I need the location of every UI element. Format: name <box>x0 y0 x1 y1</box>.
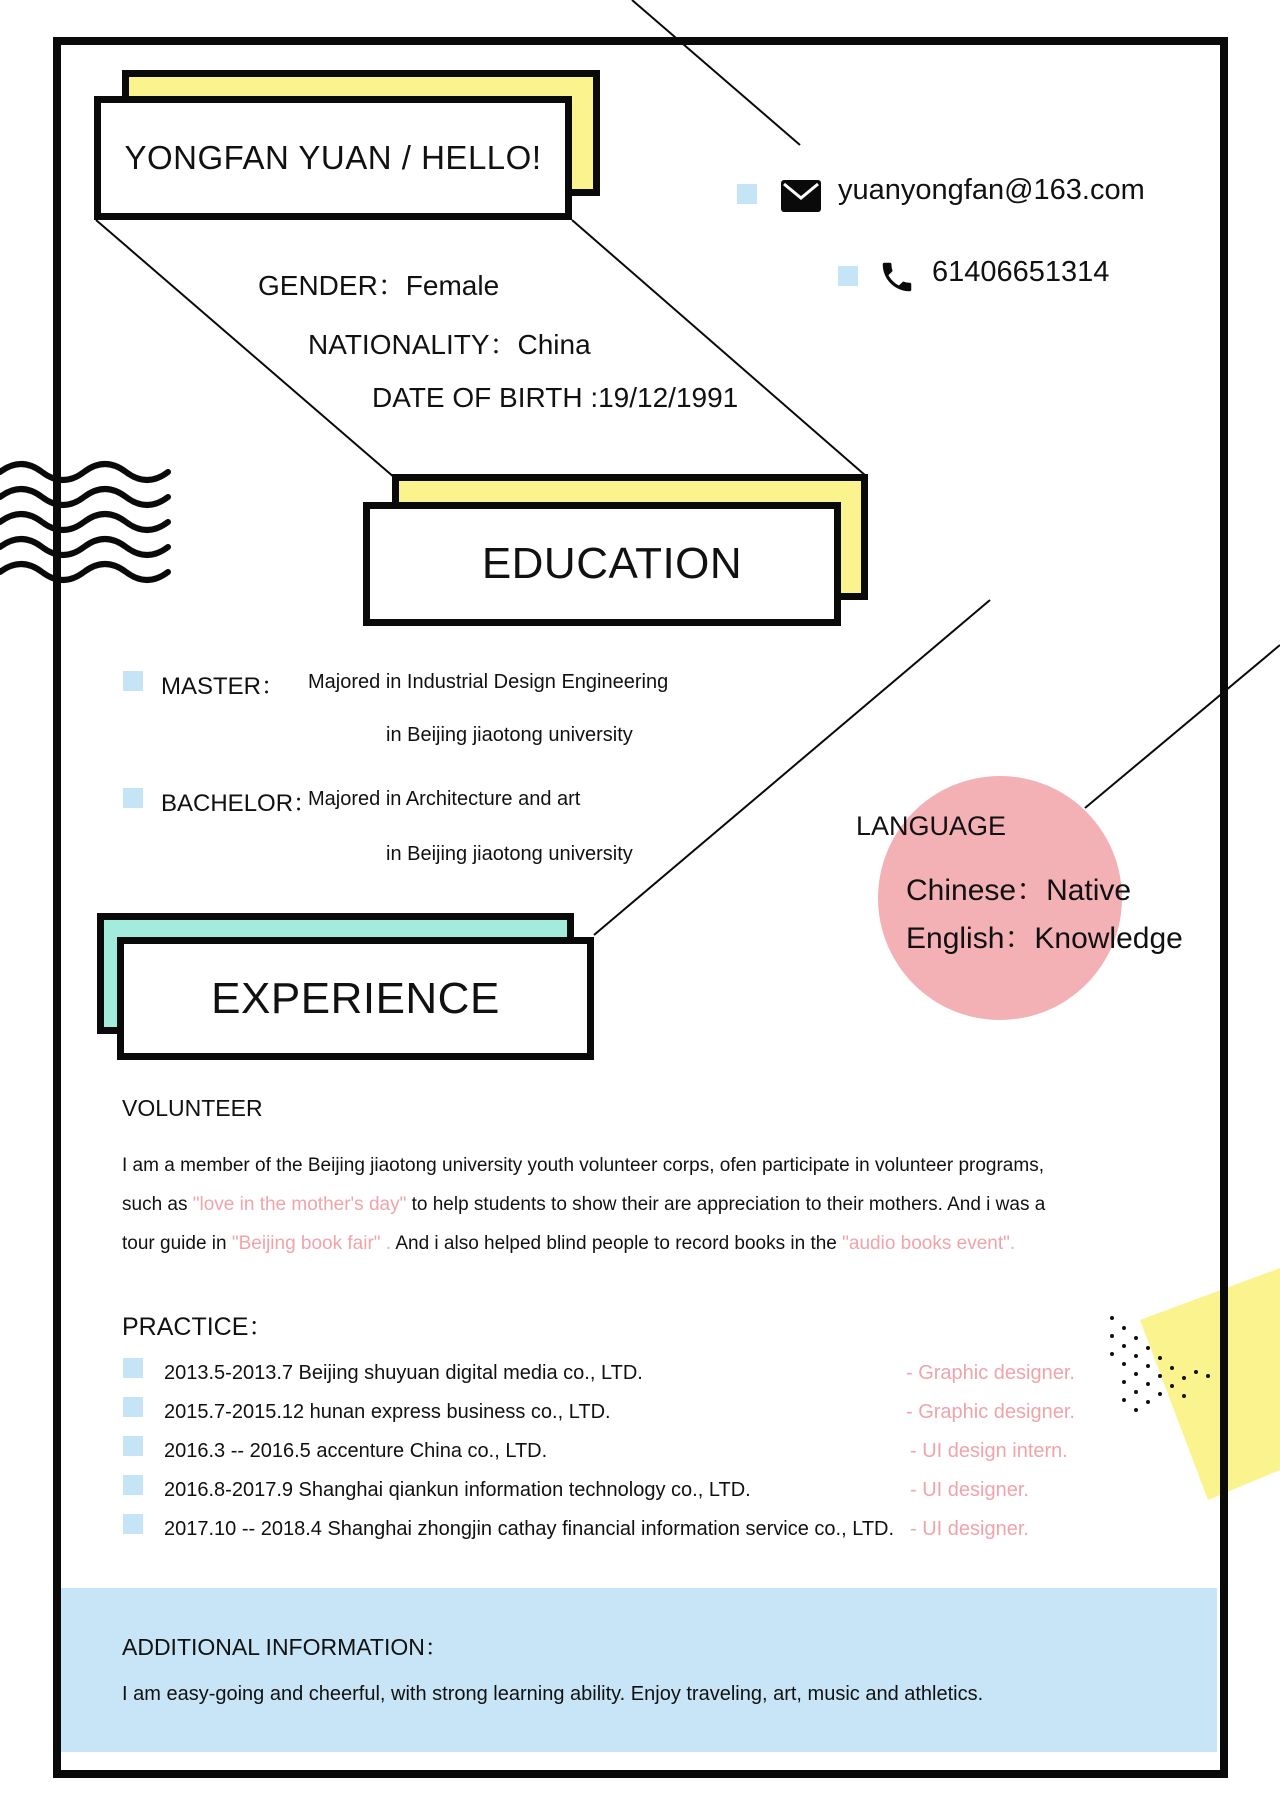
volunteer-line1: I am a member of the Beijing jiaotong university youth volunteer corps, ofen participate in volunteer programs, <box>122 1155 1044 1176</box>
language-chinese: Chinese：Native <box>906 874 1132 907</box>
dob-line: DATE OF BIRTH :19/12/1991 <box>372 382 739 413</box>
language-english: English：Knowledge <box>906 922 1183 955</box>
phone-icon <box>878 258 916 296</box>
practice-bullet-4 <box>123 1475 143 1495</box>
language-title: LANGUAGE <box>856 811 1007 841</box>
bachelor-line1: Majored in Architecture and art <box>308 788 581 810</box>
highlight-mothers-day: "love in the mother's day" <box>192 1194 407 1215</box>
envelope-icon <box>781 180 821 212</box>
practice-role-4: - UI designer. <box>910 1479 1029 1501</box>
master-line1: Majored in Industrial Design Engineering <box>308 671 669 693</box>
nationality-value: China <box>517 329 591 360</box>
practice-bullet-5 <box>123 1514 143 1534</box>
nationality-line: NATIONALITY：China <box>308 329 591 360</box>
practice-role-1: - Graphic designer. <box>906 1362 1075 1384</box>
practice-bullet-2 <box>123 1397 143 1417</box>
practice-title: PRACTICE： <box>122 1313 274 1341</box>
bachelor-degree: BACHELOR： <box>161 790 318 817</box>
email-bullet <box>737 184 757 204</box>
practice-period-3: 2016.3 -- 2016.5 accenture China co., LTD. <box>164 1440 548 1462</box>
practice-period-1: 2013.5-2013.7 Beijing shuyuan digital media co., LTD. <box>164 1362 643 1384</box>
practice-period-5: 2017.10 -- 2018.4 Shanghai zhongjin cathay financial information service co., LTD. <box>164 1518 895 1540</box>
master-degree: MASTER： <box>161 673 286 700</box>
volunteer-line2: such as "love in the mother's day" to help students to show their are appreciation to their mothers. And i was a <box>122 1194 1046 1215</box>
additional-text: I am easy-going and cheerful, with strong learning ability. Enjoy traveling, art, music and athletics. <box>122 1683 984 1705</box>
bachelor-bullet <box>123 788 143 808</box>
bachelor-line2: in Beijing jiaotong university <box>386 843 633 865</box>
phone-bullet <box>838 266 858 286</box>
practice-period-2: 2015.7-2015.12 hunan express business co., LTD. <box>164 1401 611 1423</box>
highlight-book-fair: "Beijing book fair" . <box>231 1233 392 1254</box>
experience-box <box>117 937 594 1060</box>
name-box <box>94 96 572 220</box>
education-title: EDUCATION <box>481 539 743 588</box>
master-line2: in Beijing jiaotong university <box>386 724 633 746</box>
volunteer-title: VOLUNTEER <box>122 1095 263 1121</box>
highlight-audio-books: "audio books event". <box>842 1233 1016 1254</box>
volunteer-line3: tour guide in "Beijing book fair" . And i also helped blind people to record books in the "audio books event". <box>122 1233 1016 1254</box>
practice-bullet-1 <box>123 1358 143 1378</box>
education-box <box>363 502 841 626</box>
email-text[interactable]: yuanyongfan@163.com <box>838 174 1145 206</box>
additional-title: ADDITIONAL INFORMATION： <box>122 1634 448 1660</box>
master-bullet <box>123 671 143 691</box>
name-title: YONGFAN YUAN / HELLO! <box>124 139 542 176</box>
phone-text[interactable]: 61406651314 <box>932 256 1110 288</box>
gender-line: GENDER：Female <box>258 270 500 301</box>
practice-bullet-3 <box>123 1436 143 1456</box>
gender-value: Female <box>405 270 500 301</box>
experience-title: EXPERIENCE <box>211 973 500 1023</box>
dob-value: 19/12/1991 <box>598 382 739 413</box>
practice-role-5: - UI designer. <box>910 1518 1029 1540</box>
practice-period-4: 2016.8-2017.9 Shanghai qiankun information technology co., LTD. <box>164 1479 751 1501</box>
practice-role-2: - Graphic designer. <box>906 1401 1075 1423</box>
practice-role-3: - UI design intern. <box>910 1440 1068 1462</box>
